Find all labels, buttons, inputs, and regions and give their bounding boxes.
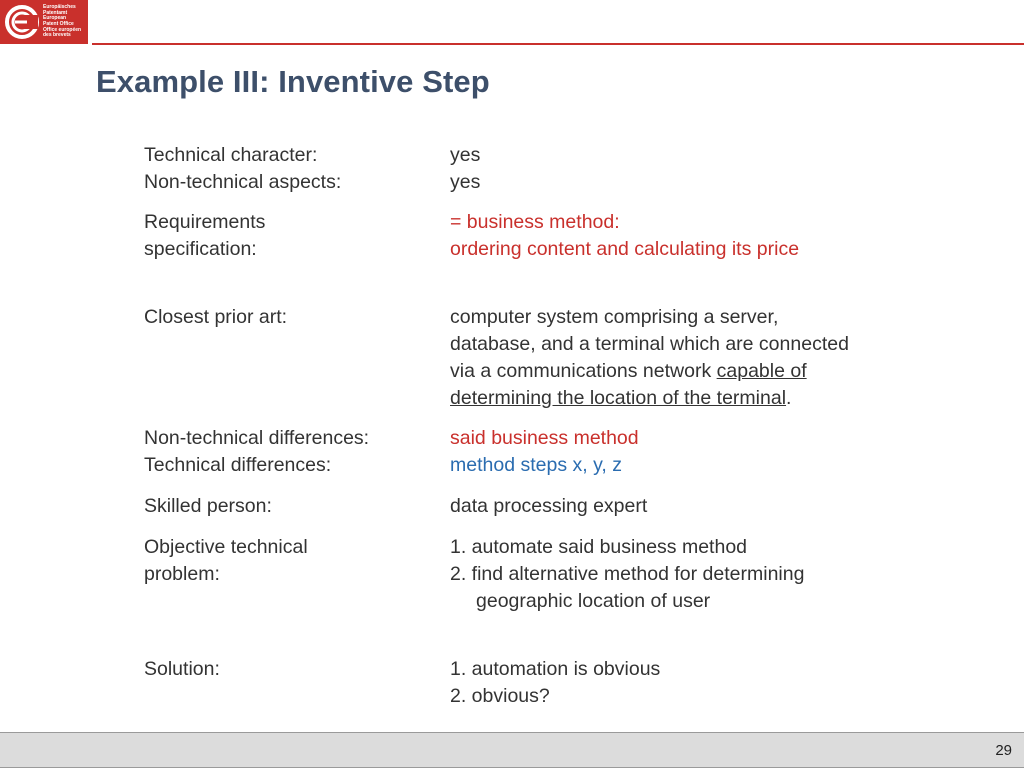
value-text: yes <box>450 171 481 193</box>
logo-line: Office européen <box>43 26 82 33</box>
value-text <box>450 358 930 385</box>
list-item-continuation: geographic location of user <box>476 590 711 612</box>
logo-text <box>43 5 81 39</box>
row-objective-problem <box>144 534 944 615</box>
row-non-technical-differences <box>144 425 944 452</box>
row-value <box>450 169 930 196</box>
list-item: 1. automate said business method <box>450 536 748 558</box>
value-fragment: . <box>786 387 792 409</box>
row-label: Solution: <box>144 658 220 680</box>
header-divider <box>92 43 1024 45</box>
row-label: Objective technical problem: <box>144 536 308 585</box>
row-label: Requirements specification: <box>144 211 266 260</box>
list-item: 2. obvious? <box>450 685 550 707</box>
row-label: Skilled person: <box>144 495 272 517</box>
value-text: ordering content and calculating its price <box>450 238 800 260</box>
row-label: Technical differences: <box>144 454 332 476</box>
page-number: 29 <box>995 742 1012 759</box>
row-value <box>450 656 930 710</box>
row-label: Closest prior art: <box>144 306 288 328</box>
value-text: data processing expert <box>450 495 648 517</box>
slide-content <box>144 142 944 710</box>
value-text: yes <box>450 144 481 166</box>
row-value <box>450 452 930 479</box>
logo-line: European <box>43 15 67 22</box>
epo-logo <box>0 0 88 44</box>
list-item: 1. automation is obvious <box>450 658 661 680</box>
value-text: computer system comprising a server, <box>450 306 779 328</box>
logo-line: Patent Office <box>43 21 74 27</box>
row-value <box>450 534 930 615</box>
row-value <box>450 142 930 169</box>
value-text: database, and a terminal which are connected <box>450 333 849 355</box>
value-text <box>450 385 930 412</box>
row-skilled-person <box>144 493 944 520</box>
footer-bar <box>0 732 1024 768</box>
value-text: method steps x, y, z <box>450 454 622 476</box>
underlined-fragment: capable of <box>716 360 807 382</box>
epo-emblem-icon <box>3 3 41 41</box>
row-label: Non-technical aspects: <box>144 171 342 193</box>
row-value <box>450 304 930 412</box>
underlined-fragment: determining the location of the terminal <box>450 387 787 409</box>
logo-line: Patentamt <box>43 9 68 16</box>
value-text: = business method: <box>450 211 620 233</box>
logo-line: Europäisches <box>43 4 76 11</box>
row-technical-differences <box>144 452 944 479</box>
row-value <box>450 493 930 520</box>
slide-title: Example III: Inventive Step <box>96 64 490 99</box>
row-value <box>450 209 930 263</box>
value-fragment: via a communications network <box>450 360 717 382</box>
row-closest-prior-art <box>144 304 944 412</box>
row-solution <box>144 656 944 710</box>
list-item: 2. find alternative method for determining <box>450 563 805 585</box>
value-text: said business method <box>450 427 639 449</box>
row-non-technical-aspects <box>144 169 944 196</box>
row-value <box>450 425 930 452</box>
row-technical-character <box>144 142 944 169</box>
row-label: Non-technical differences: <box>144 427 370 449</box>
logo-line: des brevets <box>43 32 71 39</box>
row-label: Technical character: <box>144 144 318 166</box>
row-requirements <box>144 209 944 263</box>
